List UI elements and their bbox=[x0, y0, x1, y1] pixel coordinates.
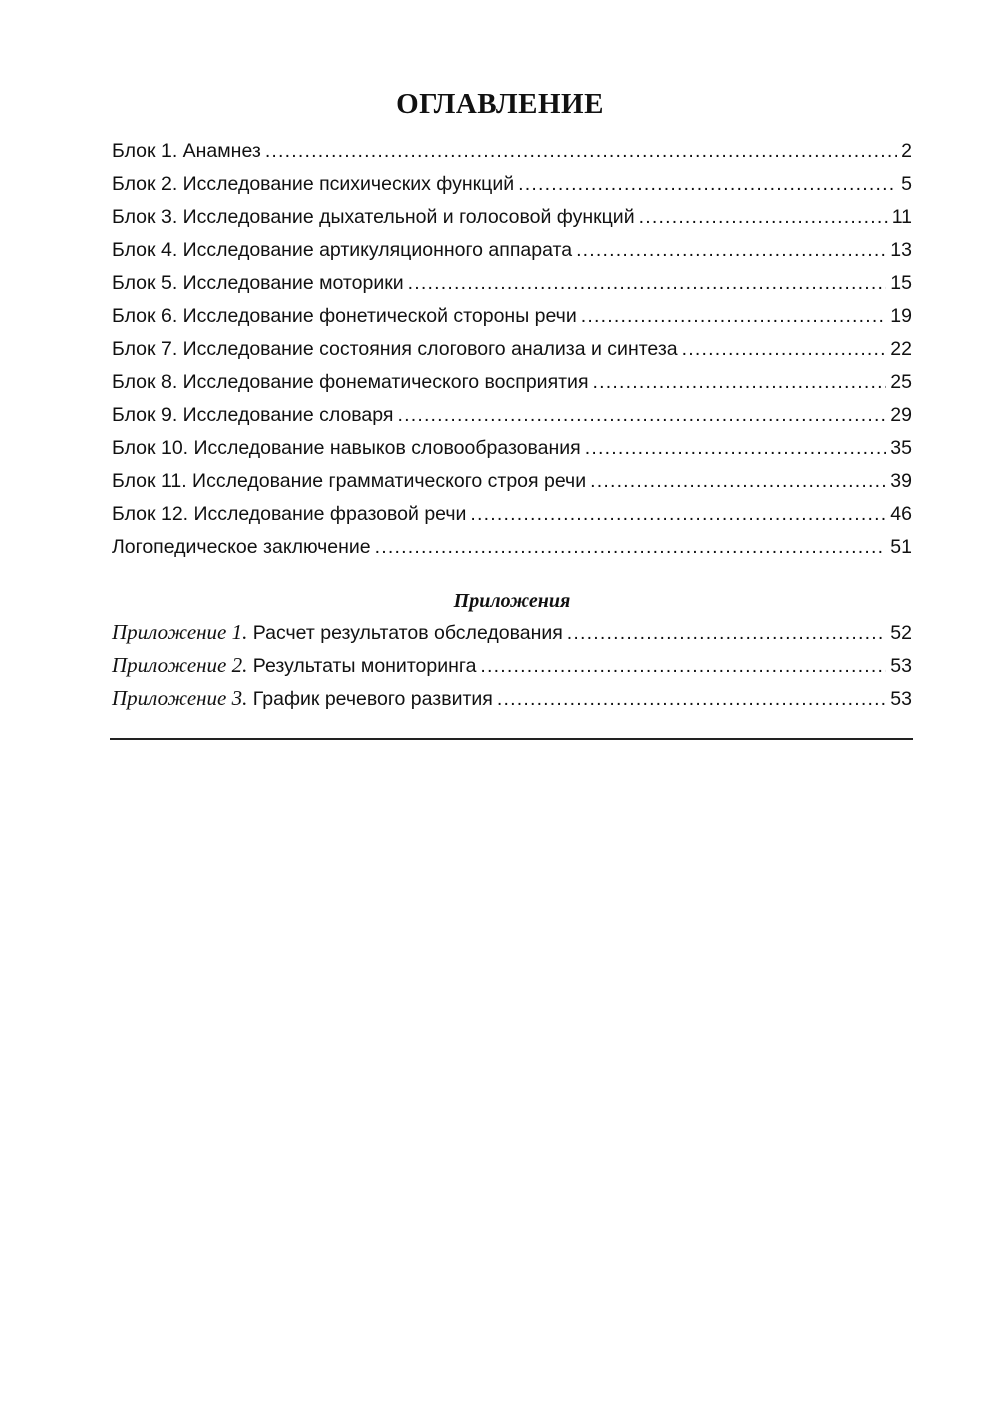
toc-entry[interactable] bbox=[112, 305, 912, 338]
dot-leader bbox=[593, 371, 887, 394]
toc-entry-page: 51 bbox=[890, 536, 912, 558]
appendix-entry[interactable] bbox=[112, 653, 912, 686]
dot-leader bbox=[497, 688, 886, 711]
toc-entry[interactable] bbox=[112, 272, 912, 305]
toc-entry[interactable] bbox=[112, 206, 912, 239]
dot-leader bbox=[265, 140, 897, 163]
toc-entry-page: 25 bbox=[890, 371, 912, 393]
dot-leader bbox=[518, 173, 897, 196]
toc-entry-page: 11 bbox=[891, 206, 912, 228]
toc-entry[interactable] bbox=[112, 371, 912, 404]
appendix-entry-label bbox=[112, 620, 563, 645]
toc-entry-page: 46 bbox=[890, 503, 912, 525]
toc-entry-label: Блок 9. Исследование словаря bbox=[112, 404, 394, 426]
toc-entry-label: Блок 3. Исследование дыхательной и голосовой функций bbox=[112, 206, 635, 228]
toc-entry-label: Блок 4. Исследование артикуляционного аппарата bbox=[112, 239, 573, 261]
toc-entry-label: Блок 11. Исследование грамматического строя речи bbox=[112, 470, 587, 492]
toc-entry-page: 22 bbox=[890, 338, 912, 360]
dot-leader bbox=[470, 503, 886, 526]
appendix-title: Расчет результатов обследования bbox=[247, 622, 563, 644]
toc-entry[interactable] bbox=[112, 470, 912, 503]
toc-entry-page: 35 bbox=[890, 437, 912, 459]
dot-leader bbox=[480, 655, 886, 678]
toc-entry-label: Логопедическое заключение bbox=[112, 536, 371, 558]
toc-entry-label: Блок 6. Исследование фонетической стороны речи bbox=[112, 305, 577, 327]
appendix-entry[interactable] bbox=[112, 620, 912, 653]
appendix-entry-label bbox=[112, 653, 476, 678]
dot-leader bbox=[639, 206, 888, 229]
appendix-entry-page: 53 bbox=[890, 655, 912, 677]
toc-entry[interactable] bbox=[112, 536, 912, 569]
dot-leader bbox=[585, 437, 887, 460]
toc-entry[interactable] bbox=[112, 437, 912, 470]
toc-entry-page: 15 bbox=[890, 272, 912, 294]
horizontal-divider bbox=[110, 738, 913, 740]
page-title: ОГЛАВЛЕНИЕ bbox=[396, 88, 604, 120]
dot-leader bbox=[375, 536, 887, 559]
toc-entry-page: 39 bbox=[890, 470, 912, 492]
toc-entry-label: Блок 10. Исследование навыков словообразования bbox=[112, 437, 581, 459]
dot-leader bbox=[408, 272, 887, 295]
appendix-title: График речевого развития bbox=[247, 688, 493, 710]
appendix-entry-page: 53 bbox=[890, 688, 912, 710]
toc-entry-page: 29 bbox=[890, 404, 912, 426]
appendix-entry-label bbox=[112, 686, 493, 711]
appendix-prefix: Приложение 1. bbox=[112, 620, 248, 644]
dot-leader bbox=[567, 622, 887, 645]
toc-entry-page: 2 bbox=[901, 140, 912, 162]
toc-entry[interactable] bbox=[112, 404, 912, 437]
dot-leader bbox=[581, 305, 887, 328]
toc-entry-label: Блок 12. Исследование фразовой речи bbox=[112, 503, 467, 525]
toc-entry-label: Блок 7. Исследование состояния слогового анализа и синтеза bbox=[112, 338, 678, 360]
toc-entry[interactable] bbox=[112, 173, 912, 206]
dot-leader bbox=[682, 338, 887, 361]
appendix-list bbox=[112, 620, 912, 719]
toc-entry-label: Блок 8. Исследование фонематического восприятия bbox=[112, 371, 589, 393]
appendix-entry-page: 52 bbox=[890, 622, 912, 644]
dot-leader bbox=[576, 239, 886, 262]
table-of-contents bbox=[112, 140, 912, 569]
appendix-prefix: Приложение 3. bbox=[112, 686, 248, 710]
toc-entry[interactable] bbox=[112, 338, 912, 371]
dot-leader bbox=[590, 470, 886, 493]
appendix-title: Результаты мониторинга bbox=[247, 655, 477, 677]
toc-entry[interactable] bbox=[112, 239, 912, 272]
appendix-prefix: Приложение 2. bbox=[112, 653, 248, 677]
toc-entry-page: 19 bbox=[890, 305, 912, 327]
dot-leader bbox=[397, 404, 886, 427]
appendix-heading: Приложения bbox=[453, 590, 571, 612]
toc-entry-page: 5 bbox=[901, 173, 912, 195]
toc-entry-label: Блок 2. Исследование психических функций bbox=[112, 173, 515, 195]
toc-entry[interactable] bbox=[112, 140, 912, 173]
appendix-entry[interactable] bbox=[112, 686, 912, 719]
toc-entry-label: Блок 1. Анамнез bbox=[112, 140, 261, 162]
toc-entry-page: 13 bbox=[890, 239, 912, 261]
toc-entry[interactable] bbox=[112, 503, 912, 536]
toc-entry-label: Блок 5. Исследование моторики bbox=[112, 272, 404, 294]
